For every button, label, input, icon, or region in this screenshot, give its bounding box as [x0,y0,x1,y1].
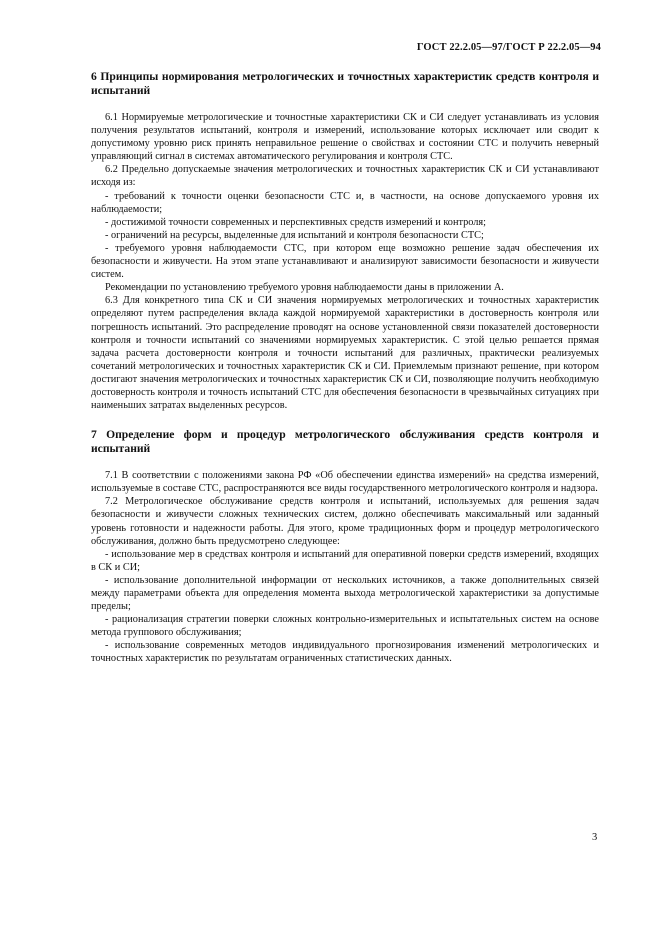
paragraph-6-3: 6.3 Для конкретного типа СК и СИ значения нормируемых метрологических и точностных характеристик определяют путем распределения вклада каждой нормируемой характеристики в достоверность контроля или погрешность испытаний. Это распределение проводят на основе установленной связи показателей достоверности контроля и точности испытаний со значениями нормируемых характеристик. С этой целью решается прямая задача расчета достоверности контроля и точности испытаний для различных, практически реализуемых сочетаний метрологических и точностных характеристик СК и СИ. Приемлемым признают решение, при котором достигают значения метрологических и точностных характеристик СК и СИ, позволяющие получить необходимую достоверность контроля и точность испытаний СТС для обеспечения безопасности в чрезвычайных ситуациях при наименьших затратах выделенных ресурсов. [91,295,599,412]
list-item: - рационализация стратегии поверки сложных контрольно-измерительных и испытательных систем на основе метода группового обслуживания; [91,614,599,639]
list-item: - использование современных методов индивидуального прогнозирования изменений метрологических и точностных характеристик по результатам ограниченных статистических данных. [91,640,599,665]
list-item: - требуемого уровня наблюдаемости СТС, при котором еще возможно решение задач обеспечения их безопасности и живучести. На этом этапе устанавливают и анализируют зависимости безопасности и живучести систем. [91,242,599,281]
list-item: - использование дополнительной информации от нескольких источников, а также дополнительных связей между параметрами объекта для определения момента выхода метрологической характеристики за допустимые пределы; [91,574,599,613]
page-content [91,70,599,666]
paragraph-6-2: 6.2 Предельно допускаемые значения метрологических и точностных характеристик СК и СИ устанавливают исходя из: [91,164,599,189]
paragraph-7-2: 7.2 Метрологическое обслуживание средств контроля и испытаний, используемых для решения задач безопасности и живучести сложных технических систем, должно обеспечивать максимальный или заданный уровень готовности и надежности работы. Для этого, кроме традиционных форм и процедур метрологического обслуживания, должно быть предусмотрено следующее: [91,496,599,547]
paragraph-7-1: 7.1 В соответствии с положениями закона РФ «Об обеспечении единства измерений» на средства измерений, используемые в составе СТС, распространяются все виды государственного метрологического контроля и надзора. [91,470,599,495]
list-item: - ограничений на ресурсы, выделенные для испытаний и контроля безопасности СТС; [105,229,484,241]
list-item: - достижимой точности современных и перспективных средств измерений и контроля; [105,216,486,228]
list-item: - требований к точности оценки безопасности СТС и, в частности, на основе допускаемого уровня их наблюдаемости; [91,190,599,215]
document-header: ГОСТ 22.2.05—97/ГОСТ Р 22.2.05—94 [416,42,601,53]
list-item: - использование мер в средствах контроля и испытаний для оперативной поверки средств измерений, входящих в СК и СИ; [91,548,599,573]
page-number: 3 [592,832,598,843]
paragraph-6-1: 6.1 Нормируемые метрологические и точностные характеристики СК и СИ следует устанавливать из условия получения результатов испытаний, контроля и измерений, использование которых исключает или сводит к допустимому уровню риск принять неправильное решение о свойствах и состоянии СТС и получить неверный управляющий сигнал в системах автоматического регулирования и контроля СТС. [91,112,599,163]
section-7-heading: 7 Определение форм и процедур метрологического обслуживания средств контроля и испытаний [91,428,599,456]
recommendation-note: Рекомендации по установлению требуемого уровня наблюдаемости даны в приложении А. [105,282,504,294]
section-6-heading: 6 Принципы нормирования метрологических и точностных характеристик средств контроля и испытаний [91,70,599,97]
